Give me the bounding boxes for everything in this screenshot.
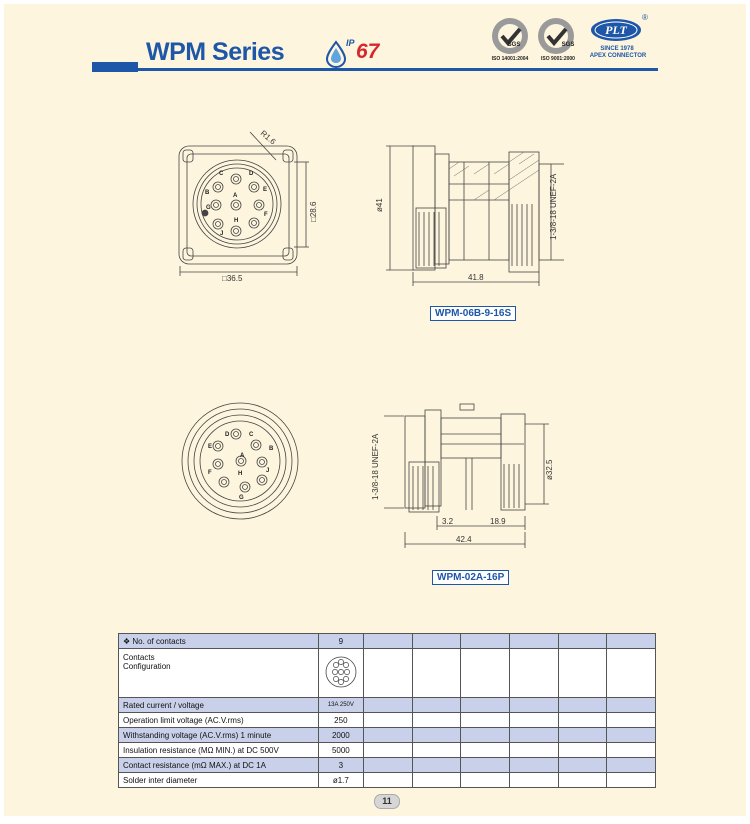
- table-row: [119, 728, 656, 743]
- pin-label: H: [234, 218, 239, 224]
- table-row: [119, 634, 656, 649]
- diameter-dimension: ø41: [375, 198, 384, 212]
- diamond-bullet-icon: ❖: [123, 636, 131, 646]
- spec-value: 5000: [318, 743, 363, 758]
- spec-label: Operation limit voltage (AC.V.rms): [119, 713, 319, 728]
- spec-value: 9: [318, 634, 363, 649]
- spec-value: 3: [318, 758, 363, 773]
- length-dimension: 41.8: [468, 273, 484, 282]
- spec-value: 2000: [318, 728, 363, 743]
- pin-label: A: [233, 193, 238, 199]
- diameter-dimension-bottom: ø32.5: [545, 459, 554, 480]
- brand-since: SINCE 1978: [600, 46, 634, 52]
- pin-label: G: [239, 495, 244, 501]
- table-row: [119, 773, 656, 788]
- table-row: [119, 698, 656, 713]
- catalog-page: [4, 4, 746, 816]
- radius-dimension: R1.6: [258, 128, 278, 147]
- spec-value: ø1.7: [318, 773, 363, 788]
- sgs-label: SGS: [507, 42, 521, 48]
- brand-logo-text: PLT: [605, 23, 627, 37]
- table-row: [119, 758, 656, 773]
- pin-label: D: [225, 432, 230, 438]
- pin-label: E: [263, 187, 268, 193]
- spec-label: Solder inter diameter: [119, 773, 319, 788]
- cert-iso14001: ISO 14001:2004: [491, 56, 529, 62]
- pin-label: F: [264, 212, 268, 218]
- spec-table: [118, 633, 656, 788]
- pin-label: D: [249, 171, 254, 177]
- spec-label: Contact resistance (mΩ MAX.) at DC 1A: [119, 758, 319, 773]
- pin-label: J: [266, 468, 270, 474]
- table-row: [119, 713, 656, 728]
- width-dimension: □36.5: [222, 274, 243, 283]
- spec-label: Rated current / voltage: [119, 698, 319, 713]
- pin-label: A: [240, 453, 245, 459]
- contact-layout-icon: [325, 656, 357, 688]
- ip-rating: 67: [356, 40, 380, 63]
- top-side-hatching: [449, 152, 539, 200]
- height-dimension: □28.6: [309, 201, 318, 222]
- contact-config-diagram: [318, 649, 363, 698]
- pin-label: C: [219, 171, 224, 177]
- receptacle-side-view: [413, 146, 551, 272]
- model-label-bottom: WPM-02A-16P: [432, 570, 509, 585]
- spec-label: Contacts Configuration: [119, 649, 319, 698]
- pin-label: B: [269, 446, 274, 452]
- spec-label: Insulation resistance (MΩ MIN.) at DC 500V: [119, 743, 319, 758]
- page-title: WPM Series: [146, 38, 285, 66]
- page-number: 11: [374, 794, 400, 809]
- spec-label: Withstanding voltage (AC.V.rms) 1 minute: [119, 728, 319, 743]
- technical-drawings: [4, 4, 746, 624]
- sgs-label-2: SGS: [561, 42, 575, 48]
- table-row: [119, 649, 656, 698]
- bottom-contact-pins: [213, 429, 270, 492]
- thread-dimension-bottom: 1-3/8-18 UNEF-2A: [371, 433, 380, 500]
- pin-label: B: [205, 190, 210, 196]
- cert-iso9001: ISO 9001:2000: [541, 56, 575, 62]
- table-row: [119, 743, 656, 758]
- dim-a: 3.2: [442, 517, 454, 526]
- thread-dimension: 1-3/8-18 UNEF-2A: [549, 173, 558, 240]
- pin-label: E: [208, 444, 213, 450]
- plug-front-view: [182, 403, 298, 519]
- registered-mark: ®: [642, 13, 648, 22]
- brand-name: APEX CONNECTOR: [589, 53, 647, 59]
- plug-side-view: [405, 404, 525, 512]
- spec-label: ❖ No. of contacts: [119, 634, 319, 649]
- pin-label: J: [220, 231, 224, 237]
- dim-b: 18.9: [490, 517, 506, 526]
- ip-label: IP: [346, 38, 355, 48]
- length-dimension-bottom: 42.4: [456, 535, 472, 544]
- pin-label: F: [208, 470, 212, 476]
- pin-label: C: [249, 432, 254, 438]
- top-contact-pins: [202, 174, 264, 236]
- model-label-top: WPM-06B-9-16S: [430, 306, 516, 321]
- spec-value: 13A 250V: [318, 698, 363, 713]
- receptacle-front-view: [179, 146, 297, 264]
- spec-value: 250: [318, 713, 363, 728]
- pin-label: G: [206, 205, 211, 211]
- pin-label: H: [238, 471, 243, 477]
